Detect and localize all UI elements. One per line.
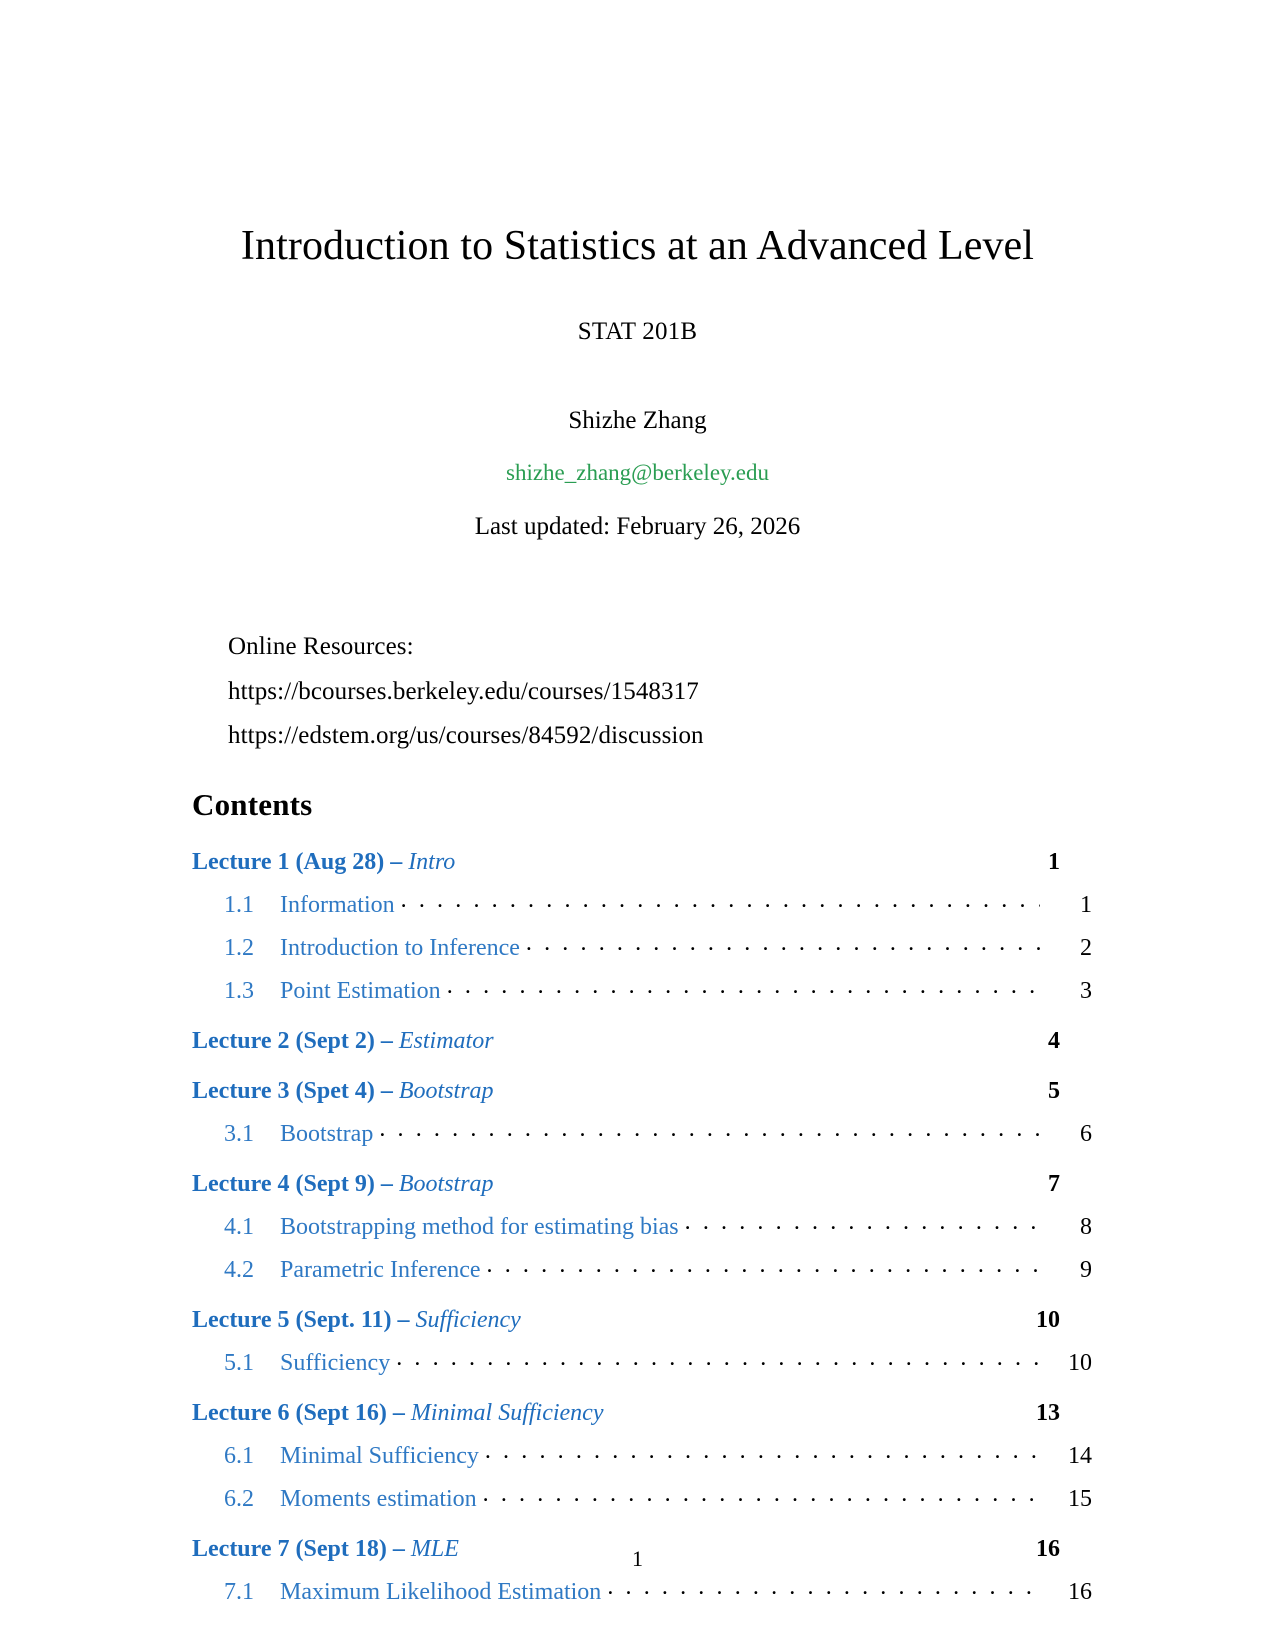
toc-page-number: 16 [1036,1535,1060,1562]
toc-section-entry[interactable] [192,1346,1092,1377]
toc-page-number: 16 [1068,1578,1092,1605]
table-of-contents [0,759,1275,1606]
footer-page-number: 1 [632,1546,643,1571]
toc-dot-leader [526,931,1040,955]
toc-dot-leader [447,974,1040,998]
toc-dot-leader [607,1575,1040,1599]
toc-section-entry[interactable] [192,1575,1092,1606]
toc-page-number: 5 [1048,1077,1060,1104]
online-resources [0,541,1275,759]
toc-dot-leader [485,1439,1040,1463]
last-updated-date: Last updated: February 26, 2026 [474,513,801,541]
toc-list [192,845,1092,1606]
toc-section-entry[interactable] [192,888,1092,919]
toc-lecture-topic: Estimator [398,1027,494,1054]
toc-page-number: 15 [1068,1485,1092,1512]
toc-entry-label: Bootstrapping method for estimating bias [280,1213,679,1240]
toc-entry-label [192,1171,494,1198]
toc-section-number: 6.1 [224,1442,254,1469]
toc-page-number: 14 [1068,1442,1092,1469]
toc-section-number: 4.2 [224,1256,254,1283]
toc-page-number: 3 [1080,977,1092,1004]
toc-section-entry[interactable] [192,1117,1092,1148]
title-block [0,0,1275,541]
toc-lecture-entry[interactable] [192,1074,1060,1105]
toc-section-entry[interactable] [192,1210,1092,1241]
course-code: STAT 201B [577,318,698,346]
toc-entry-label [192,1400,603,1427]
toc-lecture-heading: Lecture 5 (Sept. 11) – [192,1306,416,1333]
toc-lecture-entry[interactable] [192,1167,1060,1198]
toc-page-number: 9 [1080,1256,1092,1283]
toc-dot-leader [487,1253,1040,1277]
toc-lecture-entry[interactable] [192,845,1060,876]
toc-section-number: 6.2 [224,1485,254,1512]
toc-page-number: 8 [1080,1213,1092,1240]
toc-section-number: 7.1 [224,1578,254,1605]
edstem-url[interactable]: https://edstem.org/us/courses/84592/discussion [228,722,704,750]
toc-page-number: 7 [1048,1170,1060,1197]
toc-lecture-heading: Lecture 1 (Aug 28) – [192,848,409,875]
toc-section-number: 4.1 [224,1213,254,1240]
toc-section-number: 3.1 [224,1120,254,1147]
toc-section-number: 1.1 [224,891,254,918]
contents-heading: Contents [192,786,313,822]
toc-lecture-topic: Minimal Sufficiency [410,1399,604,1426]
toc-dot-leader [401,888,1040,912]
toc-page-number: 10 [1068,1349,1092,1376]
toc-entry-label: Maximum Likelihood Estimation [280,1578,602,1605]
toc-page-number: 2 [1080,934,1092,961]
toc-lecture-topic: Sufficiency [415,1306,521,1333]
toc-lecture-heading: Lecture 2 (Sept 2) – [192,1027,399,1054]
toc-dot-leader [500,1074,1008,1098]
toc-lecture-heading: Lecture 4 (Sept 9) – [192,1170,399,1197]
toc-entry-label: Point Estimation [280,977,441,1004]
toc-section-entry[interactable] [192,1482,1092,1513]
toc-lecture-heading: Lecture 7 (Sept 18) – [192,1535,411,1562]
toc-entry-label [192,849,455,876]
toc-entry-label [192,1307,521,1334]
toc-dot-leader [500,1167,1008,1191]
toc-page-number: 10 [1036,1306,1060,1333]
toc-dot-leader [396,1346,1040,1370]
toc-lecture-topic: Bootstrap [398,1170,494,1197]
toc-entry-label: Bootstrap [280,1120,374,1147]
author-email-link[interactable]: shizhe_zhang@berkeley.edu [506,460,769,486]
toc-page-number: 6 [1080,1120,1092,1147]
toc-entry-label: Sufficiency [280,1349,391,1376]
toc-page-number: 1 [1048,848,1060,875]
toc-entry-label: Information [280,891,395,918]
toc-section-entry[interactable] [192,931,1092,962]
toc-lecture-heading: Lecture 6 (Sept 16) – [192,1399,411,1426]
toc-section-number: 1.3 [224,977,254,1004]
toc-entry-label [192,1078,494,1105]
toc-lecture-topic: Bootstrap [398,1077,494,1104]
toc-dot-leader [609,1396,1008,1420]
toc-page-number: 1 [1080,891,1092,918]
toc-lecture-heading: Lecture 3 (Spet 4) – [192,1077,399,1104]
toc-dot-leader [461,845,1008,869]
toc-section-number: 1.2 [224,934,254,961]
toc-dot-leader [379,1117,1040,1141]
toc-section-number: 5.1 [224,1349,254,1376]
toc-lecture-entry[interactable] [192,1396,1060,1427]
toc-dot-leader [483,1482,1040,1506]
toc-dot-leader [527,1303,1008,1327]
toc-dot-leader [500,1024,1008,1048]
toc-entry-label: Introduction to Inference [280,934,520,961]
toc-entry-label [192,1028,494,1055]
page-title: Introduction to Statistics at an Advanced Level [240,223,1035,269]
author-name: Shizhe Zhang [568,407,707,435]
toc-entry-label: Minimal Sufficiency [280,1442,479,1469]
toc-section-entry[interactable] [192,1439,1092,1470]
toc-lecture-entry[interactable] [192,1024,1060,1055]
toc-entry-label: Moments estimation [280,1485,477,1512]
toc-entry-label: Parametric Inference [280,1256,481,1283]
toc-lecture-entry[interactable] [192,1303,1060,1334]
toc-section-entry[interactable] [192,1253,1092,1284]
toc-page-number: 13 [1036,1399,1060,1426]
toc-section-entry[interactable] [192,974,1092,1005]
toc-dot-leader [685,1210,1040,1234]
toc-page-number: 4 [1048,1027,1060,1054]
page-footer [0,1546,1275,1572]
online-resources-label: Online Resources: [228,633,414,661]
toc-lecture-topic: MLE [410,1535,459,1562]
bcourses-url[interactable]: https://bcourses.berkeley.edu/courses/1548317 [228,677,699,705]
toc-lecture-topic: Intro [408,848,456,875]
